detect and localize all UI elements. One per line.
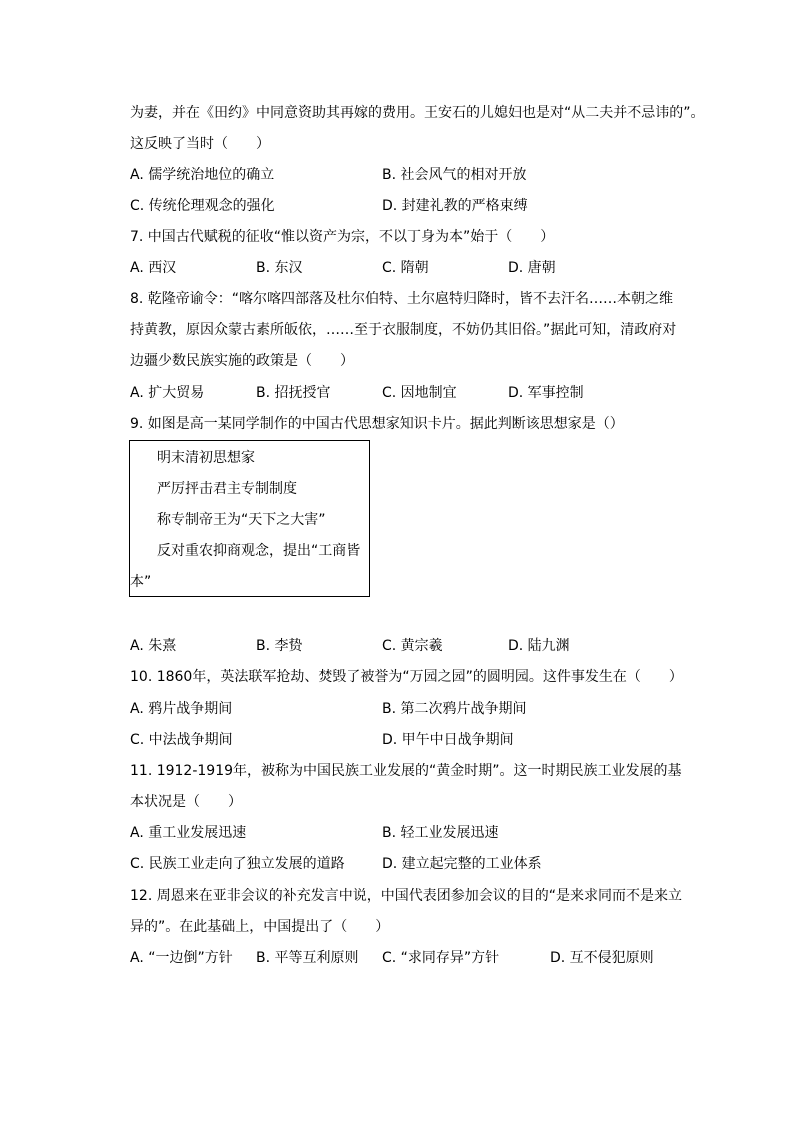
card-line-1: 明末清初思想家 [157, 450, 255, 466]
q8-option-a[interactable]: A. 扩大贸易 [130, 385, 205, 401]
q12-option-c[interactable]: C. “求同存异”方针 [382, 950, 500, 966]
q12-option-d[interactable]: D. 互不侵犯原则 [550, 950, 654, 966]
card-line-2: 严厉抨击君主专制制度 [157, 481, 297, 497]
q6-option-c[interactable]: C. 传统伦理观念的强化 [130, 198, 275, 214]
q7-option-d[interactable]: D. 唐朝 [508, 260, 556, 276]
q7-option-b[interactable]: B. 东汉 [256, 260, 303, 276]
q7-stem: 7. 中国古代赋税的征收“惟以资产为宗，不以丁身为本”始于（ ） [130, 229, 555, 245]
q10-option-c[interactable]: C. 中法战争期间 [130, 732, 233, 748]
q10-option-b[interactable]: B. 第二次鸦片战争期间 [382, 701, 527, 717]
q6-option-b[interactable]: B. 社会风气的相对开放 [382, 167, 527, 183]
q6-stem-line1: 为妻，并在《田约》中同意资助其再嫁的费用。王安石的儿媳妇也是对“从二夫并不忌讳的”。 [130, 105, 705, 121]
q10-option-d[interactable]: D. 甲午中日战争期间 [382, 732, 514, 748]
q12-stem-line2: 异的”。在此基础上，中国提出了（ ） [130, 919, 390, 935]
q7-option-c[interactable]: C. 隋朝 [382, 260, 429, 276]
q9-option-d[interactable]: D. 陆九渊 [508, 638, 570, 654]
q7-option-a[interactable]: A. 西汉 [130, 260, 177, 276]
q10-stem: 10. 1860年，英法联军抢劫、焚毁了被誉为“万园之园”的圆明园。这件事发生在（ ） [130, 669, 683, 685]
q9-option-c[interactable]: C. 黄宗羲 [382, 638, 443, 654]
q12-option-a[interactable]: A. “一边倒”方针 [130, 950, 233, 966]
q8-option-b[interactable]: B. 招抚授官 [256, 385, 331, 401]
card-line-4: 反对重农抑商观念，提出“工商皆 [157, 543, 361, 559]
card-line-5: 本” [130, 574, 152, 590]
q10-option-a[interactable]: A. 鸦片战争期间 [130, 701, 233, 717]
q12-stem-line1: 12. 周恩来在亚非会议的补充发言中说，中国代表团参加会议的目的“是来求同而不是来立 [130, 888, 682, 904]
q8-option-c[interactable]: C. 因地制宜 [382, 385, 457, 401]
card-line-3: 称专制帝王为“天下之大害” [157, 512, 326, 528]
q11-stem-line2: 本状况是（ ） [130, 794, 242, 810]
q8-option-d[interactable]: D. 军事控制 [508, 385, 584, 401]
q11-stem-line1: 11. 1912-1919年，被称为中国民族工业发展的“黄金时期”。这一时期民族工业发展的基 [130, 763, 682, 779]
q8-stem-line2: 持黄教，原因众蒙古素所皈依，……至于衣服制度，不妨仍其旧俗。”据此可知，清政府对 [130, 322, 677, 338]
q6-stem-line2: 这反映了当时（ ） [130, 136, 270, 152]
q11-option-a[interactable]: A. 重工业发展迅速 [130, 825, 247, 841]
q6-option-d[interactable]: D. 封建礼教的严格束缚 [382, 198, 528, 214]
q6-option-a[interactable]: A. 儒学统治地位的确立 [130, 167, 275, 183]
q9-option-a[interactable]: A. 朱熹 [130, 638, 177, 654]
q11-option-c[interactable]: C. 民族工业走向了独立发展的道路 [130, 856, 345, 872]
q8-stem-line3: 边疆少数民族实施的政策是（ ） [130, 353, 354, 369]
q12-option-b[interactable]: B. 平等互利原则 [256, 950, 359, 966]
q9-stem: 9. 如图是高一某同学制作的中国古代思想家知识卡片。据此判断该思想家是（） [130, 416, 624, 432]
q8-stem-line1: 8. 乾隆帝谕令：“喀尔喀四部落及杜尔伯特、土尔扈特归降时，皆不去汗名……本朝之维 [130, 291, 674, 307]
q9-option-b[interactable]: B. 李贽 [256, 638, 303, 654]
knowledge-card [129, 440, 370, 597]
q11-option-d[interactable]: D. 建立起完整的工业体系 [382, 856, 542, 872]
q11-option-b[interactable]: B. 轻工业发展迅速 [382, 825, 499, 841]
